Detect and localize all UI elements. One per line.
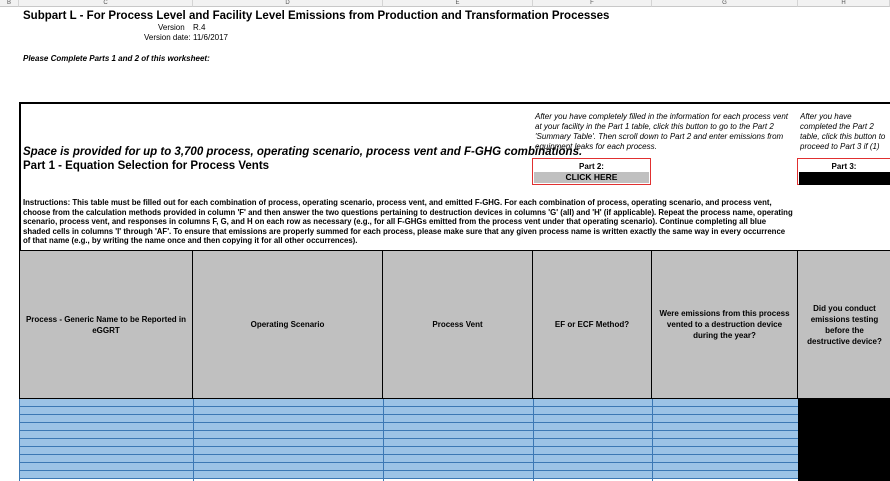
- table-row[interactable]: [19, 399, 798, 407]
- column-label: B: [6, 0, 11, 6]
- part1-title: Part 1 - Equation Selection for Process Vents: [23, 160, 270, 172]
- header-operating-scenario: Operating Scenario: [193, 251, 383, 399]
- table-row[interactable]: [19, 415, 798, 423]
- column-label: D: [285, 0, 290, 6]
- column-header-D[interactable]: [193, 0, 383, 7]
- column-header-B[interactable]: [0, 0, 19, 7]
- header-testing: Did you conduct emissions testing before the destructive device?: [798, 251, 890, 399]
- header-destruction: Were emissions from this process vented to a destruction device during the year?: [652, 251, 798, 399]
- header-process-vent: Process Vent: [383, 251, 533, 399]
- column-header-G[interactable]: [652, 0, 798, 7]
- version-date-label: Version date:: [144, 33, 191, 42]
- space-note: Space is provided for up to 3,700 process, operating scenario, process vent and F-GHG combinations.: [23, 146, 583, 158]
- table-row[interactable]: [19, 431, 798, 439]
- row-divider: [383, 399, 384, 481]
- version-label: Version: [158, 23, 185, 32]
- version-date-value: 11/6/2017: [193, 33, 228, 42]
- part2-button[interactable]: [532, 158, 651, 185]
- table-row[interactable]: [19, 463, 798, 471]
- part2-label: Part 2:: [579, 162, 604, 171]
- column-label: F: [590, 0, 594, 6]
- column-header-E[interactable]: [383, 0, 533, 7]
- complete-note: Please Complete Parts 1 and 2 of this worksheet:: [23, 54, 210, 63]
- part3-black-fill: [799, 172, 890, 185]
- disabled-column-h-block: [798, 399, 890, 481]
- version-value: R.4: [193, 23, 206, 32]
- column-label: G: [722, 0, 727, 6]
- column-label: H: [841, 0, 846, 6]
- row-divider: [652, 399, 653, 481]
- row-divider: [533, 399, 534, 481]
- row-divider: [193, 399, 194, 481]
- table-row[interactable]: [19, 447, 798, 455]
- part3-instructions: After you have completed the Part 2 table, click this button to proceed to Part 3 if (1): [800, 112, 886, 151]
- table-row[interactable]: [19, 471, 798, 479]
- section-border-top: [19, 102, 890, 104]
- part2-instructions: After you have completely filled in the information for each process vent at your facility in the Part 1 table, click this button to go to the Part 2 'Summary Table'. Then scroll down to Part 2 and enter emissions from equipment leaks for each process.: [535, 112, 789, 151]
- header-method: EF or ECF Method?: [533, 251, 652, 399]
- click-here-label[interactable]: CLICK HERE: [534, 172, 649, 183]
- table-row[interactable]: [19, 455, 798, 463]
- column-header-C[interactable]: [19, 0, 193, 7]
- section-border-left: [19, 102, 21, 250]
- sheet-title: Subpart L - For Process Level and Facility Level Emissions from Production and Transformation Processes: [23, 10, 610, 22]
- table-instructions: Instructions: This table must be filled out for each combination of process, operating scenario, process vent, and emitted F-GHG. For each combination of process, operating scenario, and process vent, choose from the calculation methods provided in column 'F' and then answer the two questions pertaining to destruction devices in columns 'G' (all) and 'H' (if applicable). Repeat the process name, operating scenario, process vent, and responses in columns F, G, and H on each row as necessary (e.g., for all F-GHGs emitted from the process vent under that operating scenario). Continue completing all blue shaded cells in columns 'I' through 'AF'. To ensure that emissions are properly summed for each process, please make sure that any given process name is written exactly the same way in every occurrence of that name (e.g., by writing the name once and then copying it for all other occurrences).: [23, 198, 793, 246]
- row-divider: [19, 399, 20, 481]
- table-row[interactable]: [19, 423, 798, 431]
- table-row[interactable]: [19, 407, 798, 415]
- header-process: Process - Generic Name to be Reported in eGGRT: [19, 251, 193, 399]
- column-label: E: [455, 0, 460, 6]
- part3-label: Part 3:: [831, 162, 857, 171]
- part3-button[interactable]: [797, 158, 890, 185]
- column-label: C: [103, 0, 108, 6]
- column-header-H[interactable]: [798, 0, 890, 7]
- table-row[interactable]: [19, 439, 798, 447]
- column-header-F[interactable]: [533, 0, 652, 7]
